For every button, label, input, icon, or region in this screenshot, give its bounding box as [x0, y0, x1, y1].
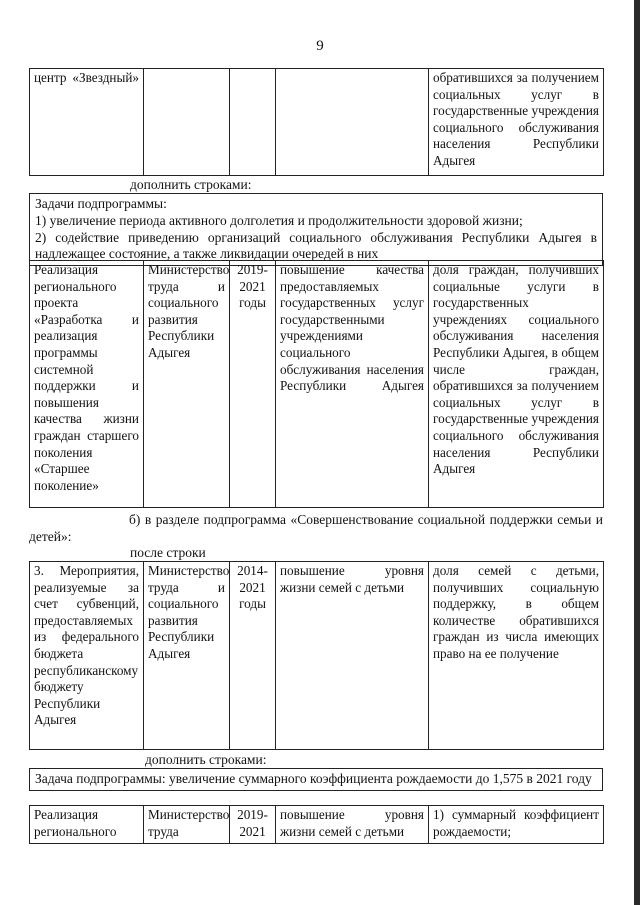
task-table-2: [29, 768, 603, 791]
page-number: 9: [316, 38, 324, 54]
task-item: 2) содействие приведению организаций социального обслуживания Республики Адыгея в надлежащее состояние, а также ликвидации очередей в них: [35, 229, 597, 262]
instruction-add-rows: дополнить строками:: [145, 752, 267, 767]
tasks-title: Задачи подпрограммы:: [35, 196, 167, 211]
cell-result: повышение уровня жизни семей с детьми: [276, 562, 429, 750]
instruction-add-rows: дополнить строками:: [130, 177, 252, 192]
cell-period: 2019-2021 годы: [230, 261, 276, 508]
cell-name: Реализация регионального проекта «Разработка и реализация программы системной поддержки и повышения качества жизни граждан старшего поколения «Старшее поколение»: [30, 261, 144, 508]
cell-executor: Министерство труда и социального развития Республики Адыгея: [144, 261, 230, 508]
cell-indicator: 1) суммарный коэффициент рождаемости;: [429, 806, 604, 844]
table-row-2: [29, 561, 604, 750]
cell-period: 2019-2021: [230, 806, 276, 844]
cell-period: 2014-2021 годы: [230, 562, 276, 750]
tasks-cell: [30, 194, 603, 266]
tasks-table: [29, 193, 603, 266]
task-cell: Задача подпрограммы: увеличение суммарного коэффициента рождаемости до 1,575 в 2021 году: [30, 769, 603, 791]
cell-result: повышение качества предоставляемых государственных услуг государственными учреждениями социального обслуживания населения Республики Адыгея: [276, 261, 429, 508]
cell-executor: Министерство труда: [144, 806, 230, 844]
cell-name: 3. Мероприятия, реализуемые за счет субвенций, предоставляемых из федерального бюджета республиканскому бюджету Республики Адыгея: [30, 562, 144, 750]
cell-result: повышение уровня жизни семей с детьми: [276, 806, 429, 844]
table-fragment-1: [29, 68, 604, 176]
cell-result: [276, 69, 429, 176]
scan-edge: [634, 0, 640, 905]
cell-name: Реализация регионального: [30, 806, 144, 844]
cell-indicator: обратившихся за получением социальных услуг в государственные учреждения социального обслуживания населения Республики Адыгея: [429, 69, 604, 176]
cell-indicator: доля граждан, получивших социальные услуги в государственных учреждениях социального обслуживания населения Республики Адыгея, в общем числе граждан, обратившихся за получением социальных услуг в государственные учреждения социального обслуживания населения Республики Адыгея: [429, 261, 604, 508]
section-b-paragraph: б) в разделе подпрограмма «Совершенствование социальной поддержки семьи и детей»:: [29, 512, 603, 544]
cell-executor: [144, 69, 230, 176]
cell-indicator: доля семей с детьми, получивших социальную поддержку, в общем количестве обратившихся граждан из числа имеющих право на ее получение: [429, 562, 604, 750]
cell-period: [230, 69, 276, 176]
cell-name: центр «Звездный»: [30, 69, 144, 176]
cell-executor: Министерство труда и социального развития Республики Адыгея: [144, 562, 230, 750]
task-item: 1) увеличение периода активного долголетия и продолжительности здоровой жизни;: [35, 212, 523, 228]
instruction-after-row: после строки: [130, 545, 206, 560]
table-row-1: [29, 260, 604, 508]
table-row-3: [29, 805, 604, 844]
